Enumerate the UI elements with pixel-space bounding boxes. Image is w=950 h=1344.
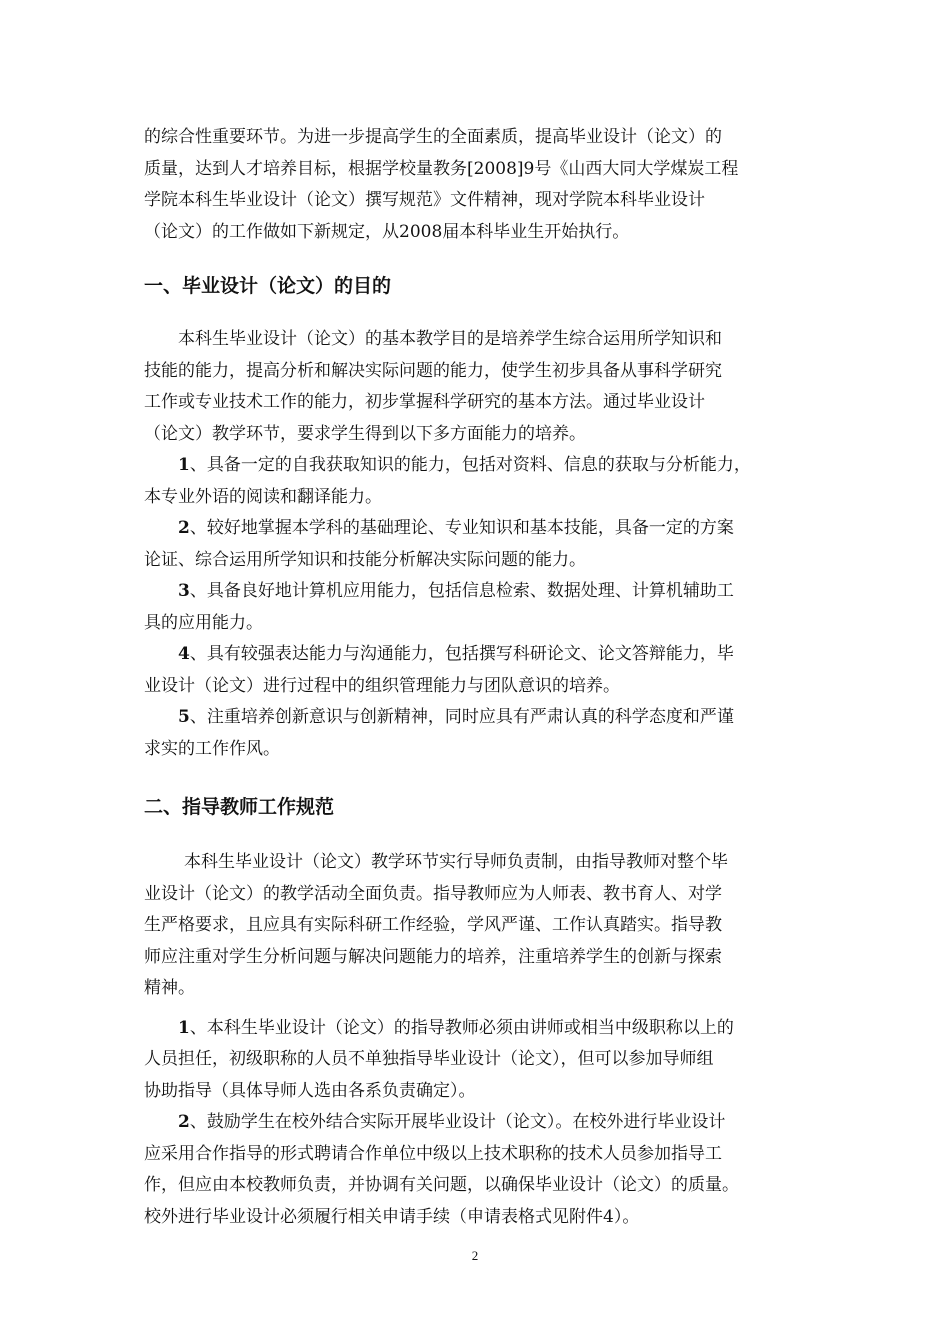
text-line: 工作或专业技术工作的能力，初步掌握科学研究的基本方法。通过毕业设计 <box>144 392 705 412</box>
item-text: 、鼓励学生在校外结合实际开展毕业设计（论文）。在校外进行毕业设计 <box>189 1112 726 1132</box>
text-line: 师应注重对学生分析问题与解决问题能力的培养，注重培养学生的创新与探索 <box>144 946 722 967</box>
text-line: 校外进行毕业设计必须履行相关申请手续（申请表格式见附件4）。 <box>144 1206 640 1227</box>
text-line: （论文）教学环节，要求学生得到以下多方面能力的培养。 <box>144 423 586 444</box>
item-text: 、具有较强表达能力与沟通能力，包括撰写科研论文、论文答辩能力，毕 <box>189 644 734 664</box>
intro-paragraph <box>144 122 824 248</box>
section1-item-4 <box>144 639 824 702</box>
text-line: 生严格要求，且应具有实际科研工作经验，学风严谨、工作认真踏实。指导教 <box>144 915 722 935</box>
item-number: 1 <box>178 1017 190 1038</box>
text-line: 精神。 <box>144 978 195 998</box>
text-line: 论证、综合运用所学知识和技能分析解决实际问题的能力。 <box>144 549 586 570</box>
section2-item-1 <box>144 1013 824 1108</box>
text-line: 协助指导（具体导师人选由各系负责确定）。 <box>144 1080 476 1101</box>
item-text: 、具备良好地计算机应用能力，包括信息检索、数据处理、计算机辅助工 <box>189 581 734 601</box>
section1-paragraph <box>144 324 824 450</box>
text-line: 的综合性重要环节。为进一步提高学生的全面素质，提高毕业设计（论文）的 <box>144 127 722 147</box>
section-heading-purpose: 一、毕业设计（论文）的目的 <box>144 275 392 297</box>
section-heading-advisor-norms: 二、指导教师工作规范 <box>144 796 335 818</box>
item-number: 1 <box>178 455 190 475</box>
text-line: 作，但应由本校教师负责，并协调有关问题，以确保毕业设计（论文）的质量。 <box>144 1175 739 1195</box>
text-line: 本科生毕业设计（论文）的基本教学目的是培养学生综合运用所学知识和 <box>178 329 722 349</box>
item-number: 3 <box>178 581 190 601</box>
page-number: 2 <box>471 1248 479 1263</box>
item-number: 2 <box>178 518 190 538</box>
section1-item-3 <box>144 576 824 639</box>
item-number: 5 <box>178 707 190 727</box>
text-line: 应采用合作指导的形式聘请合作单位中级以上技术职称的技术人员参加指导工 <box>144 1143 722 1164</box>
item-text: 、具备一定的自我获取知识的能力，包括对资料、信息的获取与分析能力， <box>189 455 751 475</box>
item-text: 、注重培养创新意识与创新精神，同时应具有严肃认真的科学态度和严谨 <box>189 707 734 727</box>
text-line: 本专业外语的阅读和翻译能力。 <box>144 486 382 507</box>
section1-item-2 <box>144 513 824 576</box>
item-text: 、本科生毕业设计（论文）的指导教师必须由讲师或相当中级职称以上的 <box>189 1017 734 1038</box>
item-text: 、较好地掌握本学科的基础理论、专业知识和基本技能，具备一定的方案 <box>189 518 734 538</box>
text-line: 人员担任，初级职称的人员不单独指导毕业设计（论文），但可以参加导师组 <box>144 1049 714 1069</box>
section2-paragraph <box>144 847 824 1005</box>
text-line: 业设计（论文）进行过程中的组织管理能力与团队意识的培养。 <box>144 675 620 696</box>
section1-item-5 <box>144 702 824 765</box>
text-line: 学院本科生毕业设计（论文）撰写规范》文件精神，现对学院本科毕业设计 <box>144 190 705 210</box>
item-number: 2 <box>178 1112 190 1132</box>
text-line: 质量，达到人才培养目标，根据学校量教务[2008]9号《山西大同大学煤炭工程 <box>144 158 739 179</box>
text-line: 技能的能力，提高分析和解决实际问题的能力，使学生初步具备从事科学研究 <box>144 360 722 381</box>
section2-item-2 <box>144 1107 824 1233</box>
document-body <box>144 122 824 1233</box>
text-line: 业设计（论文）的教学活动全面负责。指导教师应为人师表、教书育人、对学 <box>144 883 722 904</box>
item-number: 4 <box>178 644 190 664</box>
section1-item-1 <box>144 450 824 513</box>
text-line: 本科生毕业设计（论文）教学环节实行导师负责制，由指导教师对整个毕 <box>184 852 728 872</box>
text-line: 具的应用能力。 <box>144 612 263 633</box>
text-line: （论文）的工作做如下新规定，从2008届本科毕业生开始执行。 <box>144 221 630 242</box>
text-line: 求实的工作作风。 <box>144 738 280 759</box>
